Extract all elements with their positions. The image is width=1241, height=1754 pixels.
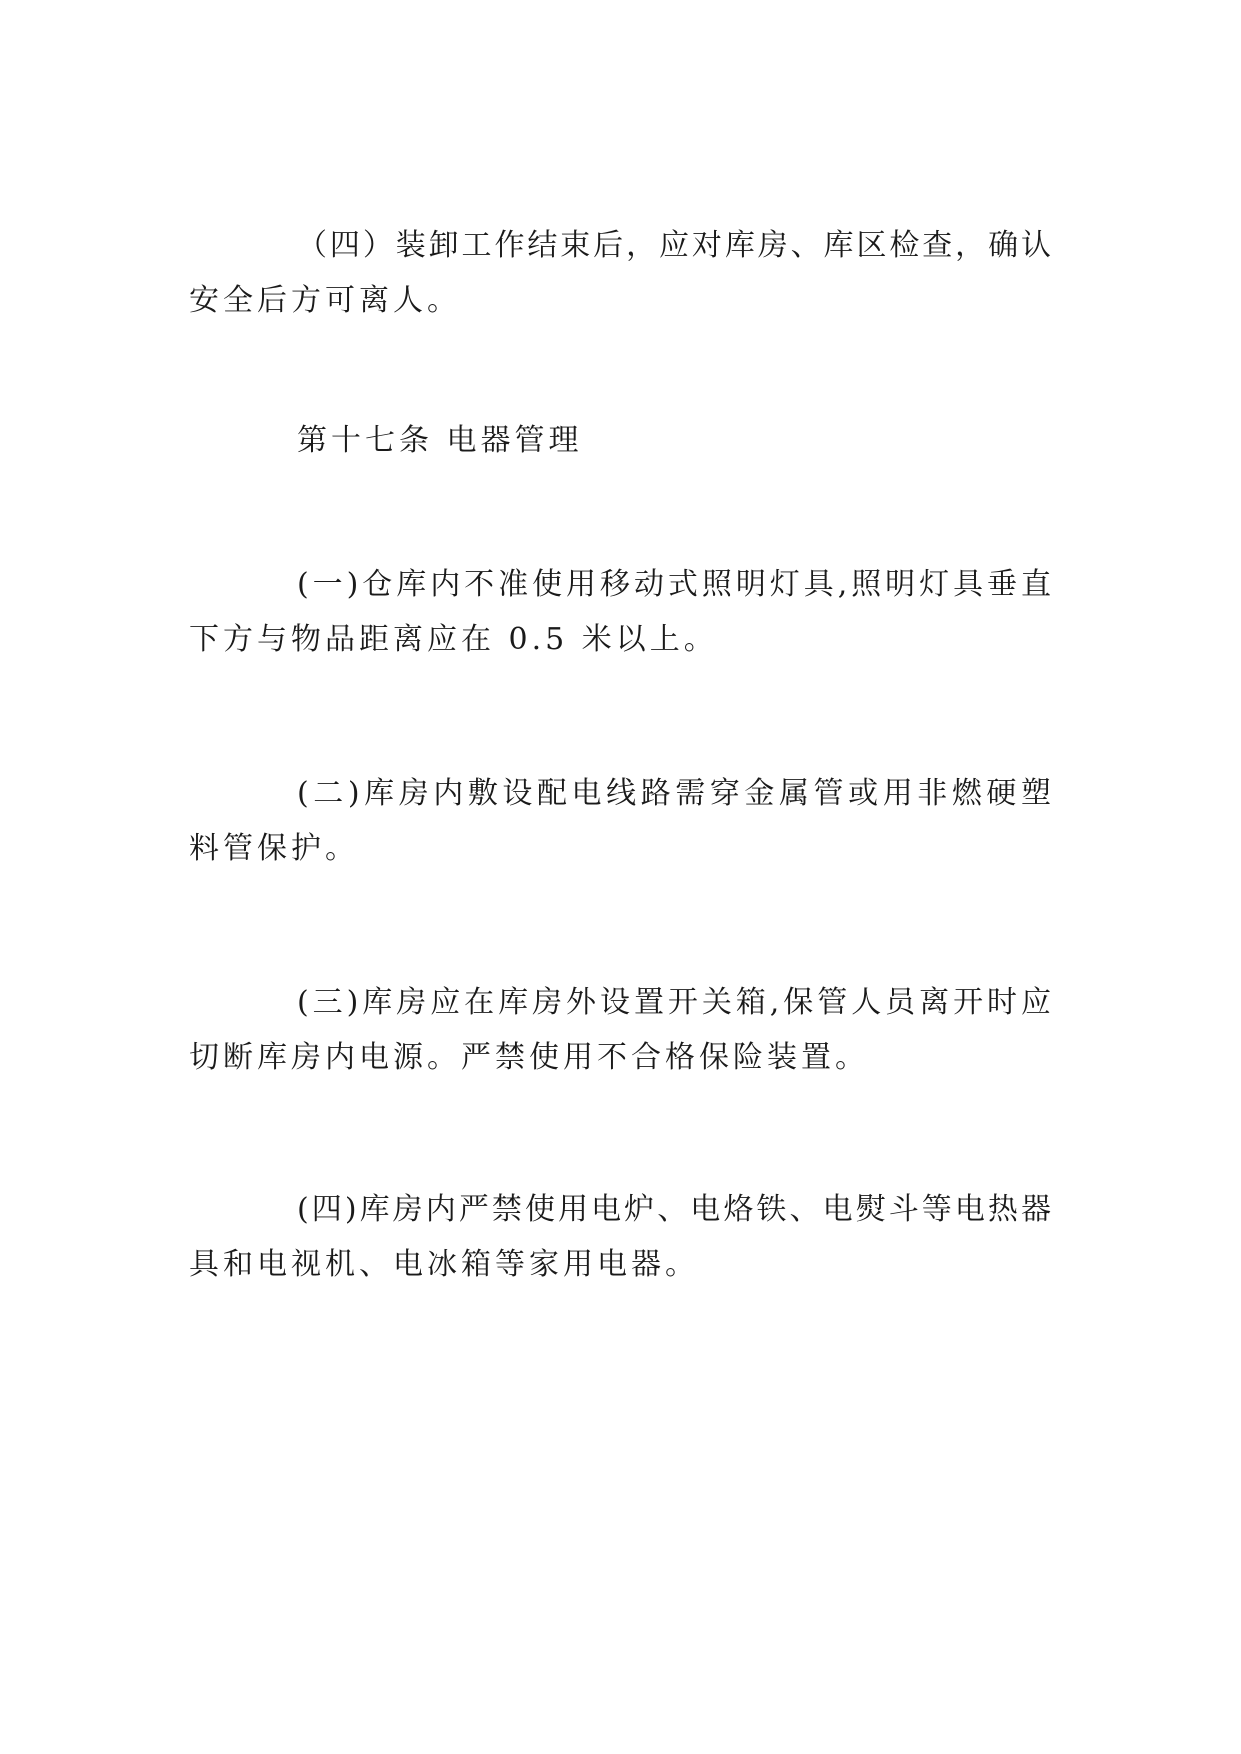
- paragraph-4-loading-line-1: （四）装卸工作结束后，应对库房、库区检查，确认: [297, 228, 1051, 263]
- paragraph-electrical-2-line-2: 料管保护。: [189, 831, 359, 866]
- paragraph-electrical-1-line-2: 下方与物品距离应在 0.5 米以上。: [189, 622, 718, 657]
- paragraph-electrical-3-line-2: 切断库房内电源。严禁使用不合格保险装置。: [189, 1040, 869, 1075]
- paragraph-electrical-1-line-1: (一)仓库内不准使用移动式照明灯具,照明灯具垂直: [297, 567, 1051, 602]
- paragraph-electrical-3-line-1: (三)库房应在库房外设置开关箱,保管人员离开时应: [297, 985, 1051, 1020]
- paragraph-4-loading-line-2: 安全后方可离人。: [189, 283, 461, 318]
- paragraph-electrical-4-line-1: (四)库房内严禁使用电炉、电烙铁、电熨斗等电热器: [297, 1192, 1051, 1227]
- paragraph-electrical-2-line-1: (二)库房内敷设配电线路需穿金属管或用非燃硬塑: [297, 776, 1051, 811]
- paragraph-electrical-4-line-2: 具和电视机、电冰箱等家用电器。: [189, 1247, 699, 1282]
- article-17-heading: 第十七条 电器管理: [297, 423, 583, 458]
